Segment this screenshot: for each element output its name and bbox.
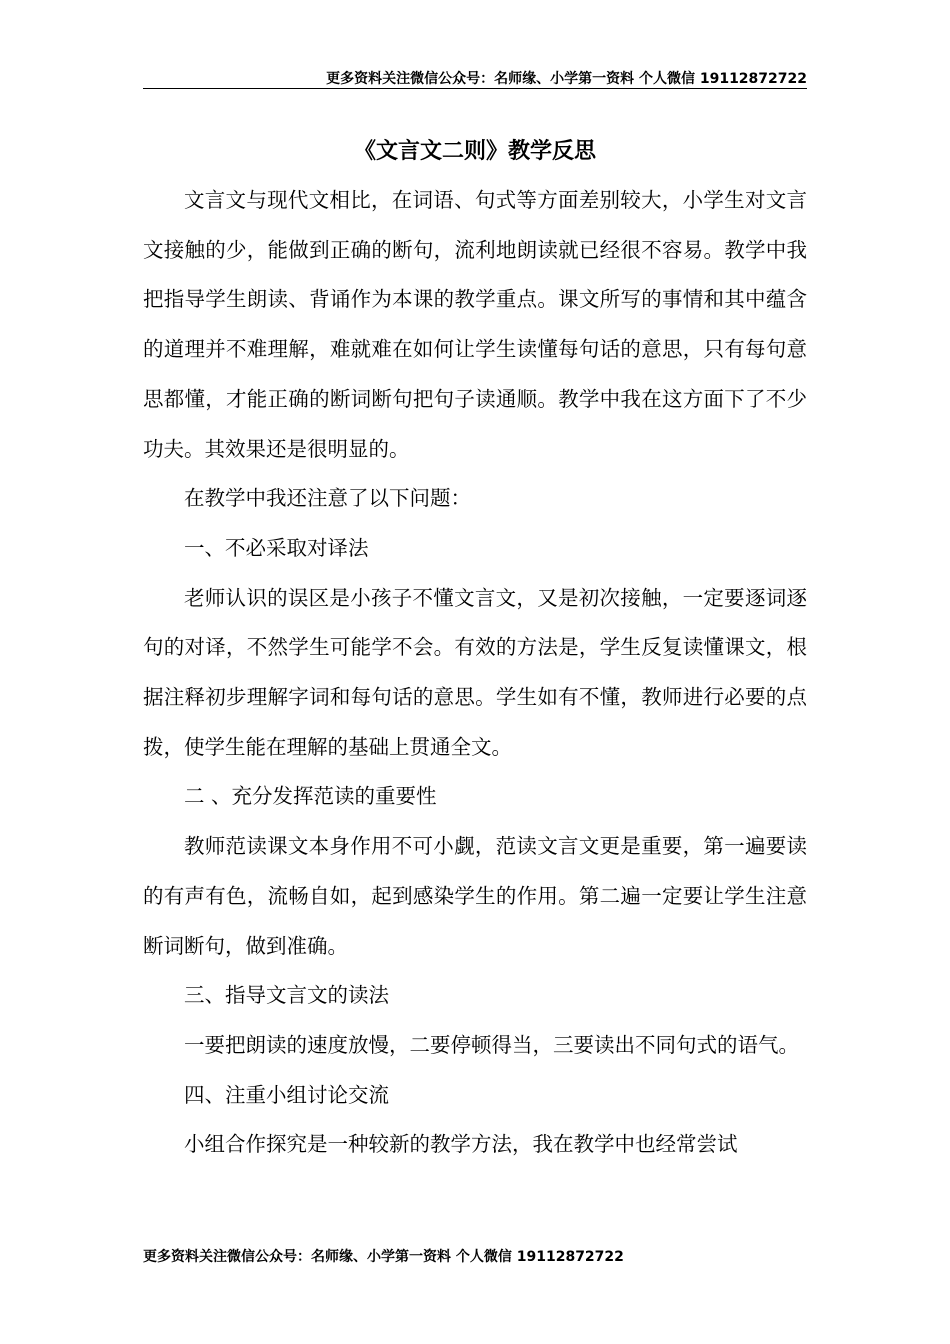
paragraph: 小组合作探究是一种较新的教学方法，我在教学中也经常尝试	[184, 1132, 738, 1157]
section-heading: 四、注重小组讨论交流	[184, 1082, 389, 1107]
header-divider	[143, 88, 807, 89]
paragraph: 一要把朗读的速度放慢，二要停顿得当，三要读出不同句式的语气。	[184, 1032, 799, 1057]
document-body	[143, 176, 807, 1170]
paragraph: 文言文与现代文相比，在词语、句式等方面差别较大，小学生对文言文接触的少，能做到正确的断句，流利地朗读就已经很不容易。教学中我把指导学生朗读、背诵作为本课的教学重点。课文所写的事情和其中蕴含的道理并不难理解，难就难在如何让学生读懂每句话的意思，只有每句意思都懂，才能正确的断词断句把句子读通顺。教学中我在这方面下了不少功夫。其效果还是很明显的。	[143, 188, 807, 461]
paragraph: 教师范读课文本身作用不可小觑，范读文言文更是重要，第一遍要读的有声有色，流畅自如，起到感染学生的作用。第二遍一定要让学生注意断词断句，做到准确。	[143, 834, 807, 958]
section-heading: 二 、充分发挥范读的重要性	[184, 784, 437, 809]
document-title: 《文言文二则》教学反思	[353, 139, 596, 164]
paragraph: 在教学中我还注意了以下问题：	[184, 486, 471, 511]
section-heading: 一、不必采取对译法	[184, 535, 369, 560]
paragraph: 老师认识的误区是小孩子不懂文言文，又是初次接触，一定要逐词逐句的对译，不然学生可能学不会。有效的方法是，学生反复读懂课文，根据注释初步理解字词和每句话的意思。学生如有不懂，教师进行必要的点拨，使学生能在理解的基础上贯通全文。	[143, 585, 807, 759]
section-heading: 三、指导文言文的读法	[184, 983, 389, 1008]
page-footer: 更多资料关注微信公众号：名师缘、小学第一资料 个人微信 19112872722	[143, 1249, 624, 1265]
page-header: 更多资料关注微信公众号：名师缘、小学第一资料 个人微信 19112872722	[326, 71, 807, 87]
